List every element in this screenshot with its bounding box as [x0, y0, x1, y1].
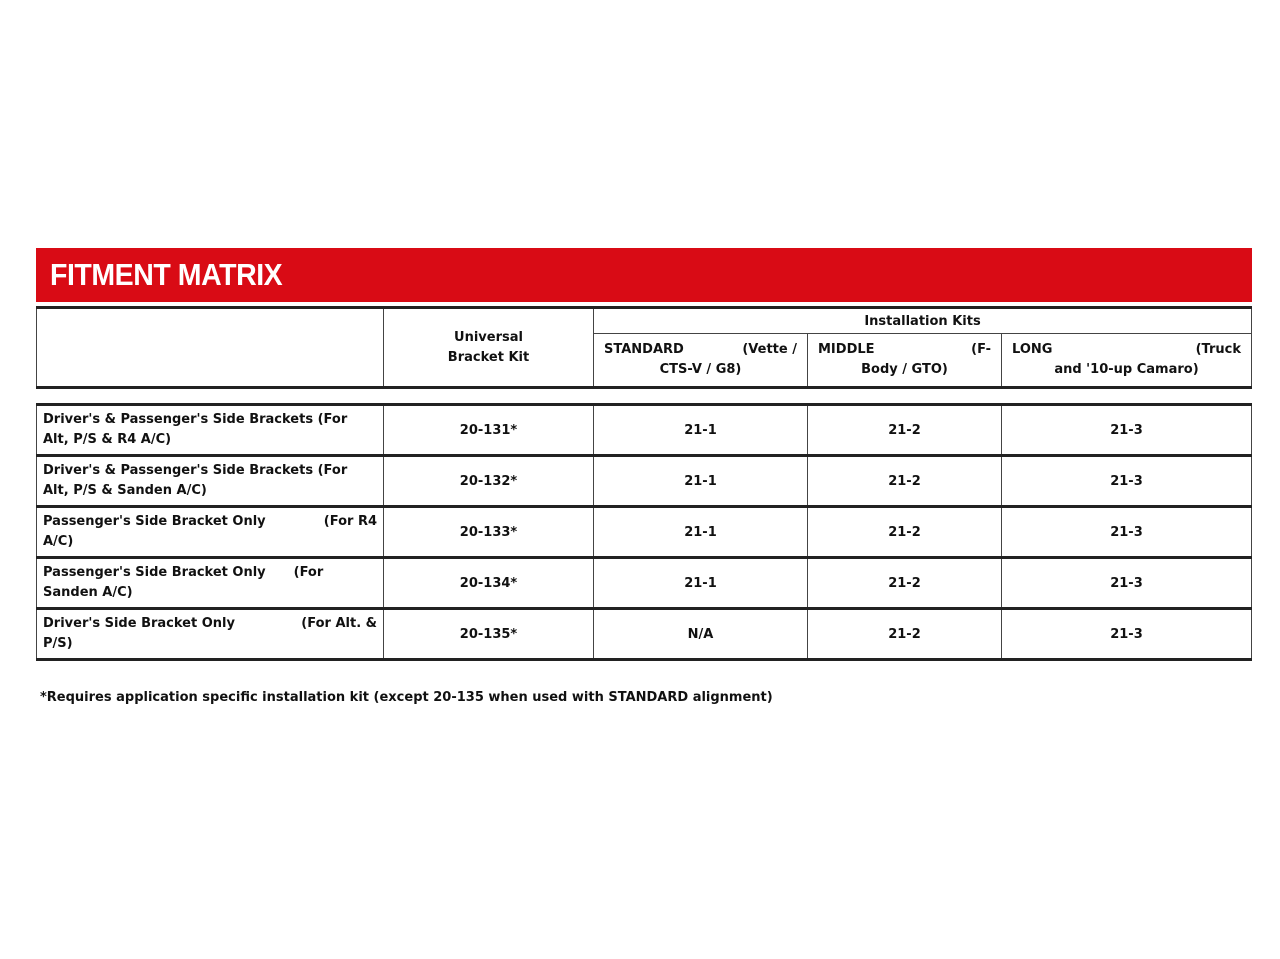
kit-standard-paren: (Vette / [742, 342, 797, 357]
header-installation-kits: Installation Kits [594, 308, 1252, 334]
header-blank-cell [37, 308, 384, 388]
header-kit-standard [594, 334, 808, 388]
fitment-table-header [36, 306, 1252, 389]
kit-standard-line2: CTS-V / G8) [659, 362, 742, 377]
row-description: Passenger's Side Bracket Only (For Sanden A/C) [37, 558, 384, 609]
row-universal-part: 20-131* [384, 405, 594, 456]
kit-long-line2: and '10-up Camaro) [1054, 362, 1199, 377]
footnote: *Requires application specific installation kit (except 20-135 when used with STANDARD alignment) [40, 690, 773, 705]
row-long-kit: 21-3 [1002, 558, 1252, 609]
table-row [37, 405, 1252, 456]
banner-title: FITMENT MATRIX [50, 257, 283, 292]
table-row [37, 558, 1252, 609]
header-universal-bracket-kit [384, 308, 594, 388]
row-long-kit: 21-3 [1002, 609, 1252, 660]
header-kit-long [1002, 334, 1252, 388]
row-middle-kit: 21-2 [808, 405, 1002, 456]
row-middle-kit: 21-2 [808, 456, 1002, 507]
header-universal-line1: Universal [454, 329, 523, 345]
row-middle-kit: 21-2 [808, 558, 1002, 609]
row-universal-part: 20-135* [384, 609, 594, 660]
row-long-kit: 21-3 [1002, 456, 1252, 507]
row-standard-kit: N/A [594, 609, 808, 660]
row-standard-kit: 21-1 [594, 507, 808, 558]
table-row [37, 609, 1252, 660]
kit-long-paren: (Truck [1195, 342, 1241, 357]
kit-middle-paren: (F- [971, 342, 991, 357]
row-standard-kit: 21-1 [594, 456, 808, 507]
row-description: Driver's & Passenger's Side Brackets (For Alt, P/S & Sanden A/C) [37, 456, 384, 507]
table-row [37, 507, 1252, 558]
kit-middle-name: MIDDLE [818, 342, 875, 357]
row-description: Passenger's Side Bracket Only (For R4 A/C) [37, 507, 384, 558]
row-middle-kit: 21-2 [808, 507, 1002, 558]
row-long-kit: 21-3 [1002, 507, 1252, 558]
header-kit-middle [808, 334, 1002, 388]
table-row [37, 456, 1252, 507]
fitment-matrix-banner [36, 248, 1252, 302]
row-standard-kit: 21-1 [594, 405, 808, 456]
row-universal-part: 20-134* [384, 558, 594, 609]
row-middle-kit: 21-2 [808, 609, 1002, 660]
row-description: Driver's & Passenger's Side Brackets (For Alt, P/S & R4 A/C) [37, 405, 384, 456]
row-universal-part: 20-132* [384, 456, 594, 507]
kit-middle-line2: Body / GTO) [861, 362, 948, 377]
row-standard-kit: 21-1 [594, 558, 808, 609]
row-universal-part: 20-133* [384, 507, 594, 558]
row-description: Driver's Side Bracket Only (For Alt. & P/S) [37, 609, 384, 660]
header-universal-line2: Bracket Kit [447, 349, 530, 365]
kit-long-name: LONG [1012, 342, 1053, 357]
kit-standard-name: STANDARD [604, 342, 684, 357]
row-long-kit: 21-3 [1002, 405, 1252, 456]
fitment-table-body [36, 403, 1252, 661]
